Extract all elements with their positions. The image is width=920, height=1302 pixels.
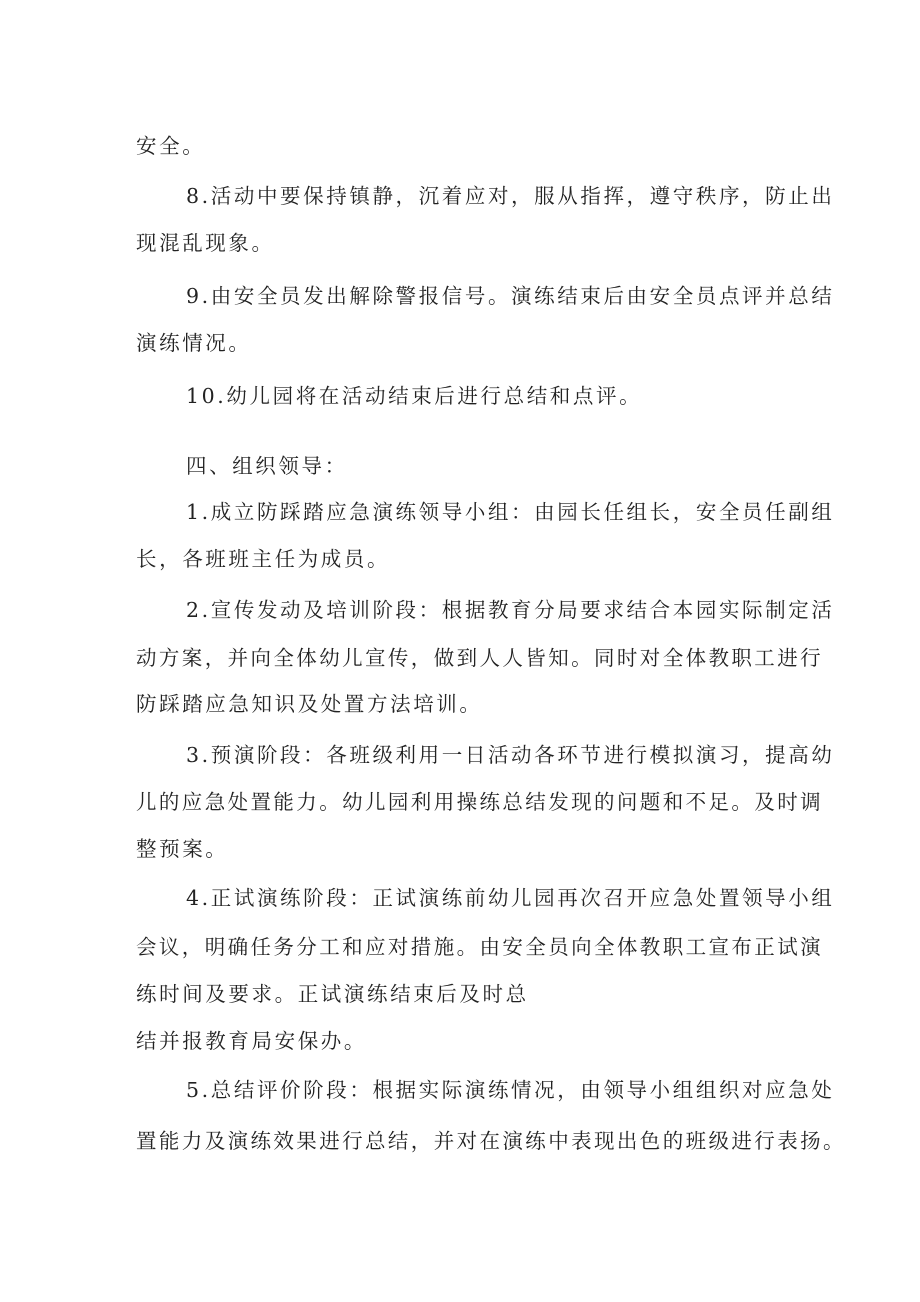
text-line: 动方案，并向全体幼儿宣传，做到人人皆知。同时对全体教职工进行 <box>136 646 823 670</box>
text-line: 10.幼儿园将在活动结束后进行总结和点评。 <box>186 384 643 408</box>
text-line: 安全。 <box>136 134 206 158</box>
text-line: 现混乱现象。 <box>136 231 275 255</box>
text-line: 2.宣传发动及培训阶段：根据教育分局要求结合本园实际制定活 <box>186 598 835 622</box>
text-line: 儿的应急处置能力。幼儿园利用操练总结发现的问题和不足。及时调 <box>136 790 823 814</box>
text-line: 长，各班班主任为成员。 <box>136 547 391 571</box>
text-line: 整预案。 <box>136 837 229 861</box>
text-line: 会议，明确任务分工和应对措施。由安全员向全体教职工宣布正试演 <box>136 935 823 959</box>
text-line: 9.由安全员发出解除警报信号。演练结束后由安全员点评并总结 <box>186 284 835 308</box>
text-line: 8.活动中要保持镇静，沉着应对，服从指挥，遵守秩序，防止出 <box>186 184 835 208</box>
text-line: 1.成立防踩踏应急演练领导小组：由园长任组长，安全员任副组 <box>186 500 835 524</box>
text-line: 练时间及要求。正试演练结束后及时总 <box>136 982 529 1006</box>
text-line: 结并报教育局安保办。 <box>136 1029 367 1053</box>
text-line: 防踩踏应急知识及处置方法培训。 <box>136 692 483 716</box>
section-heading: 四、组织领导： <box>186 454 348 478</box>
text-line: 演练情况。 <box>136 331 252 355</box>
text-line: 3.预演阶段：各班级利用一日活动各环节进行模拟演习，提高幼 <box>186 743 835 767</box>
text-line: 4.正试演练阶段：正试演练前幼儿园再次召开应急处置领导小组 <box>186 886 835 910</box>
text-line: 5.总结评价阶段：根据实际演练情况，由领导小组组织对应急处 <box>186 1078 835 1102</box>
text-line: 置能力及演练效果进行总结，并对在演练中表现出色的班级进行表扬。 <box>136 1129 846 1153</box>
